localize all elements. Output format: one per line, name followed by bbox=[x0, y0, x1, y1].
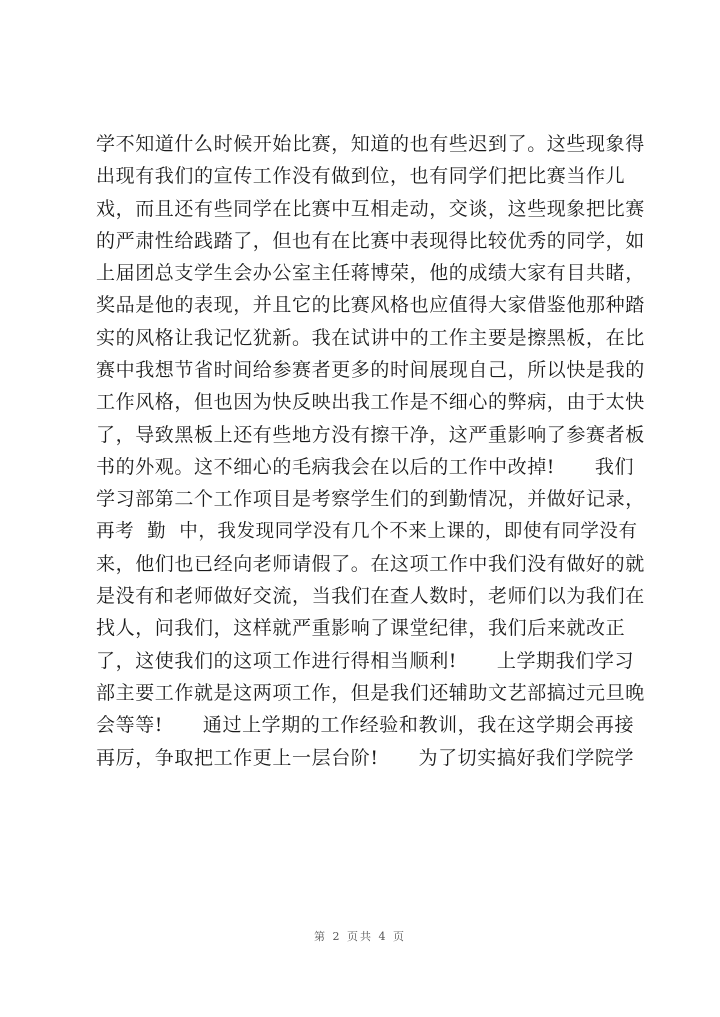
text-line-3: 戏，而且还有些同学在比赛中互相走动，交谈，这些现象把比赛 bbox=[96, 197, 645, 220]
text-line-5: 上届团总支学生会办公室主任蒋博荣，他的成绩大家有目共睹， bbox=[96, 262, 645, 285]
text-line-13: 再考 勤 中，我发现同学没有几个不来上课的，即使有同学没有 bbox=[96, 520, 638, 542]
text-line-15: 是没有和老师做好交流，当我们在查人数时，老师们以为我们在 bbox=[96, 585, 645, 608]
page-number-footer: 第 2 页共 4 页 bbox=[314, 930, 406, 943]
text-line-1: 学不知道什么时候开始比赛，知道的也有些迟到了。这些现象得 bbox=[96, 133, 645, 155]
text-line-2: 出现有我们的宣传工作没有做到位，也有同学们把比赛当作儿 bbox=[96, 165, 626, 188]
text-line-4: 的严肃性给践踏了，但也有在比赛中表现得比较优秀的同学，如 bbox=[96, 229, 645, 252]
text-line-20: 再厉，争取把工作更上一层台阶! 为了切实搞好我们学院学 bbox=[96, 746, 635, 769]
text-line-18: 部主要工作就是这两项工作，但是我们还辅助文艺部搞过元旦晚 bbox=[96, 682, 645, 705]
body-text bbox=[96, 128, 646, 774]
text-line-12: 学习部第二个工作项目是考察学生们的到勤情况，并做好记录， bbox=[96, 488, 645, 511]
text-line-17: 了，这使我们的这项工作进行得相当顺利! 上学期我们学习 bbox=[96, 649, 635, 672]
text-line-11: 书的外观。这不细心的毛病我会在以后的工作中改掉! 我们 bbox=[96, 455, 635, 478]
text-line-19: 会等等! 通过上学期的工作经验和教训，我在这学期会再接 bbox=[96, 714, 635, 737]
text-line-10: 了，导致黑板上还有些地方没有擦干净，这严重影响了参赛者板 bbox=[96, 423, 645, 446]
text-line-14: 来，他们也已经向老师请假了。在这项工作中我们没有做好的就 bbox=[96, 552, 645, 575]
text-line-7: 实的风格让我记忆犹新。我在试讲中的工作主要是擦黑板，在比 bbox=[96, 326, 645, 349]
text-line-6: 奖品是他的表现，并且它的比赛风格也应值得大家借鉴他那种踏 bbox=[96, 294, 645, 317]
text-line-9: 工作风格，但也因为快反映出我工作是不细心的弊病，由于太快 bbox=[96, 391, 645, 414]
text-line-8: 赛中我想节省时间给参赛者更多的时间展现自己，所以快是我的 bbox=[96, 359, 645, 382]
text-line-16: 找人，问我们，这样就严重影响了课堂纪律，我们后来就改正 bbox=[96, 617, 626, 640]
